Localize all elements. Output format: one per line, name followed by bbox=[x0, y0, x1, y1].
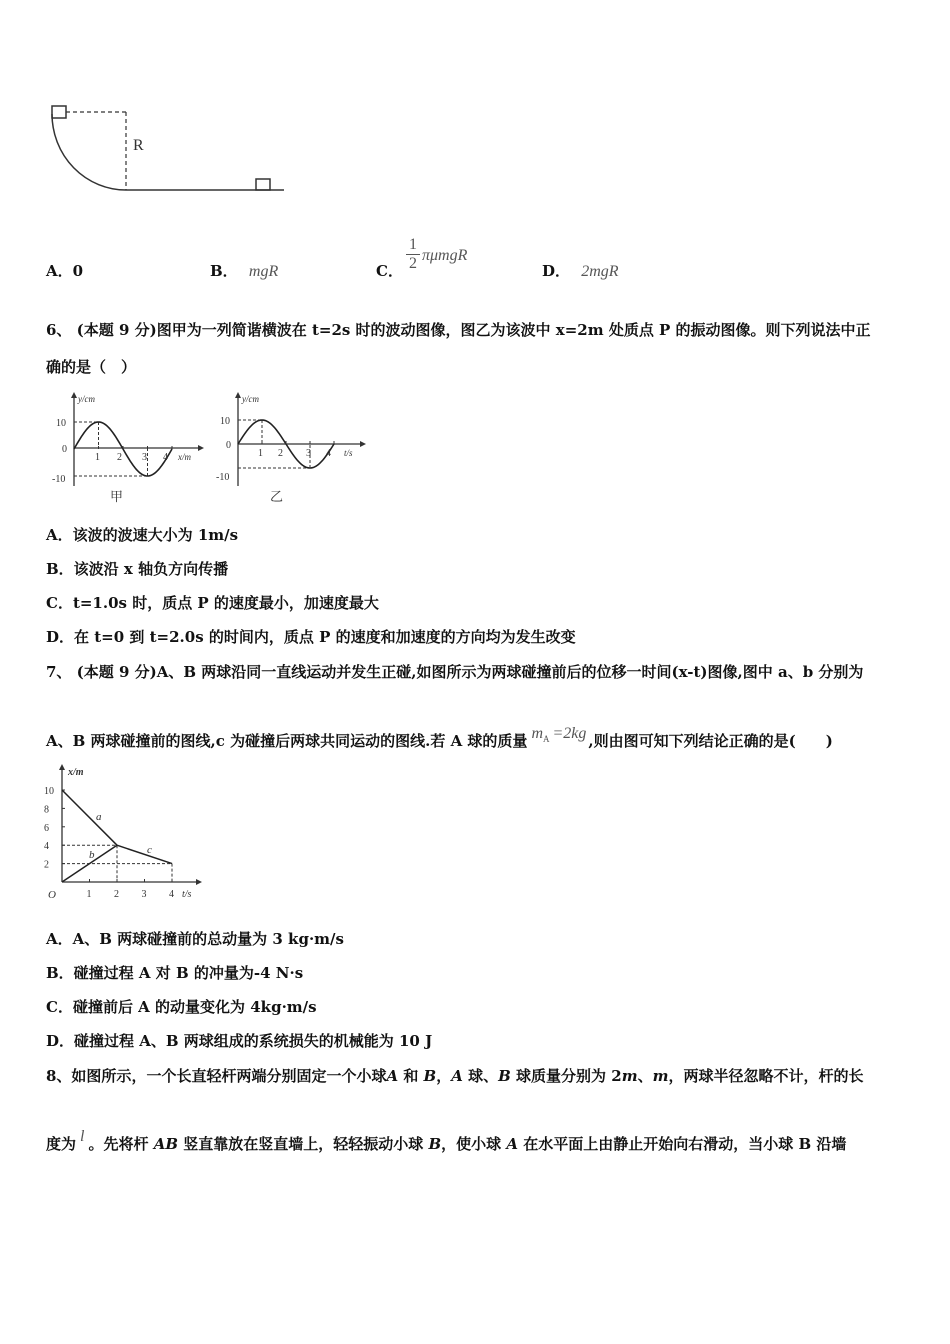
xt-origin: O bbox=[48, 889, 56, 901]
mass-expression: $m_A =2kg$ bbox=[531, 725, 587, 745]
wave-graph-jia bbox=[40, 388, 210, 508]
xt-label-b: b bbox=[89, 849, 95, 861]
xt-y-tick-6: 6 bbox=[44, 822, 49, 834]
xt-x-arrow bbox=[196, 879, 202, 885]
q6-option-c: C．t=1.0s 时，质点 P 的速度最小，加速度最大 bbox=[46, 594, 379, 612]
q7-stem-line1: 7、 (本题 9 分)A、B 两球沿同一直线运动并发生正碰,如图所示为两球碰撞前后的位移一时间(x-t)图像,图中 a、b 分别为 bbox=[46, 663, 864, 681]
q5-option-c-expr: πμmgR bbox=[422, 247, 468, 264]
jia-x-label: x/m bbox=[178, 452, 191, 462]
xt-x-tick-1: 1 bbox=[86, 889, 92, 900]
xt-y-tick-2: 2 bbox=[44, 859, 49, 871]
xt-y-tick-8: 8 bbox=[44, 804, 49, 816]
q5-option-a: A．0 bbox=[46, 262, 84, 280]
q6-stem-line1: 6、 (本题 9 分)图甲为一列简谐横波在 t=2s 时的波动图像，图乙为该波中 x=2m 处质点 P 的振动图像。则下列说法中正 bbox=[46, 321, 871, 339]
jia-x-tick-2: 2 bbox=[117, 452, 122, 463]
xt-x-tick-4: 4 bbox=[169, 889, 174, 900]
q7-option-a: A．A、B 两球碰撞前的总动量为 3 kg·m/s bbox=[46, 930, 344, 948]
q5-option-c-letter: C． bbox=[376, 262, 403, 280]
q5-option-d: D． 2mgR bbox=[542, 262, 619, 280]
vibration-graph-yi bbox=[210, 388, 380, 508]
xt-data-layer bbox=[44, 786, 174, 900]
jia-y-tick-neg10: -10 bbox=[52, 474, 66, 485]
yi-x-tick-2: 2 bbox=[278, 448, 283, 459]
jia-x-tick-4: 4 bbox=[163, 452, 168, 463]
jia-caption: 甲 bbox=[110, 489, 124, 504]
yi-caption: 乙 bbox=[270, 489, 284, 504]
q8-line2: 度为 l 。先将杆 AB 竖直靠放在竖直墙上，轻轻振动小球 B，使小球 A 在水平面上由静止开始向右滑动，当小球 B 沿墙 bbox=[46, 1128, 847, 1153]
jia-y-tick-10: 10 bbox=[56, 418, 66, 429]
xt-line-a bbox=[62, 790, 117, 845]
block-top bbox=[52, 106, 66, 118]
track-figure bbox=[40, 100, 300, 200]
xt-y-arrow bbox=[59, 764, 65, 770]
jia-x-tick-3: 3 bbox=[142, 452, 147, 463]
yi-x-tick-1: 1 bbox=[258, 448, 263, 459]
jia-y-tick-0: 0 bbox=[62, 444, 67, 455]
xt-y-tick-4: 4 bbox=[44, 841, 49, 853]
xt-x-tick-2: 2 bbox=[114, 889, 119, 900]
yi-x-label: t/s bbox=[344, 448, 353, 458]
xt-graph bbox=[40, 762, 210, 912]
xt-label-a: a bbox=[96, 811, 102, 823]
yi-y-tick-10: 10 bbox=[220, 416, 230, 427]
yi-x-tick-4: 4 bbox=[326, 448, 331, 459]
q6-stem-line2: 确的是（ ） bbox=[46, 358, 137, 376]
xt-line-c bbox=[117, 845, 172, 863]
jia-curve-layer bbox=[74, 422, 172, 476]
yi-x-arrow bbox=[360, 441, 366, 447]
jia-x-arrow bbox=[198, 445, 204, 451]
xt-x-tick-3: 3 bbox=[141, 889, 147, 900]
yi-y-tick-0: 0 bbox=[226, 440, 231, 451]
q7-option-d: D．碰撞过程 A、B 两球组成的系统损失的机械能为 10 J bbox=[46, 1032, 433, 1050]
xt-y-tick-10: 10 bbox=[44, 786, 54, 797]
q6-option-d: D．在 t=0 到 t=2.0s 的时间内，质点 P 的速度和加速度的方向均为发生改变 bbox=[46, 628, 576, 646]
xt-label-c: c bbox=[147, 844, 152, 856]
length-symbol: l bbox=[80, 1128, 85, 1145]
q5-option-b: B． mgR bbox=[210, 262, 279, 280]
jia-x-tick-1: 1 bbox=[95, 452, 100, 463]
yi-x-tick-3: 3 bbox=[306, 448, 311, 459]
xt-x-label: t/s bbox=[182, 889, 192, 900]
jia-y-arrow bbox=[71, 392, 77, 398]
q7-option-c: C．碰撞前后 A 的动量变化为 4kg·m/s bbox=[46, 998, 317, 1016]
xt-y-label: x/m bbox=[68, 767, 84, 778]
quarter-arc bbox=[52, 114, 126, 190]
yi-y-label: y/cm bbox=[242, 394, 259, 404]
yi-y-tick-neg10: -10 bbox=[216, 472, 230, 483]
block-bottom bbox=[256, 179, 270, 190]
yi-y-arrow bbox=[235, 392, 241, 398]
q6-option-b: B．该波沿 x 轴负方向传播 bbox=[46, 560, 229, 578]
q5-option-c-fraction: 1 2 bbox=[406, 236, 420, 273]
jia-y-label: y/cm bbox=[78, 394, 95, 404]
q7-stem-line2: A、B 两球碰撞前的图线,c 为碰撞后两球共同运动的图线.若 A 球的质量 $m_A =2kg$ ,则由图可知下列结论正确的是( ) bbox=[46, 725, 833, 750]
radius-label: R bbox=[133, 137, 144, 154]
q7-option-b: B．碰撞过程 A 对 B 的冲量为-4 N·s bbox=[46, 964, 304, 982]
q8-line1: 8、如图所示，一个长直轻杆两端分别固定一个小球A 和 B，A 球、B 球质量分别为 2m、m，两球半径忽略不计，杆的长 bbox=[46, 1067, 864, 1085]
q6-option-a: A．该波的波速大小为 1m/s bbox=[46, 526, 239, 544]
